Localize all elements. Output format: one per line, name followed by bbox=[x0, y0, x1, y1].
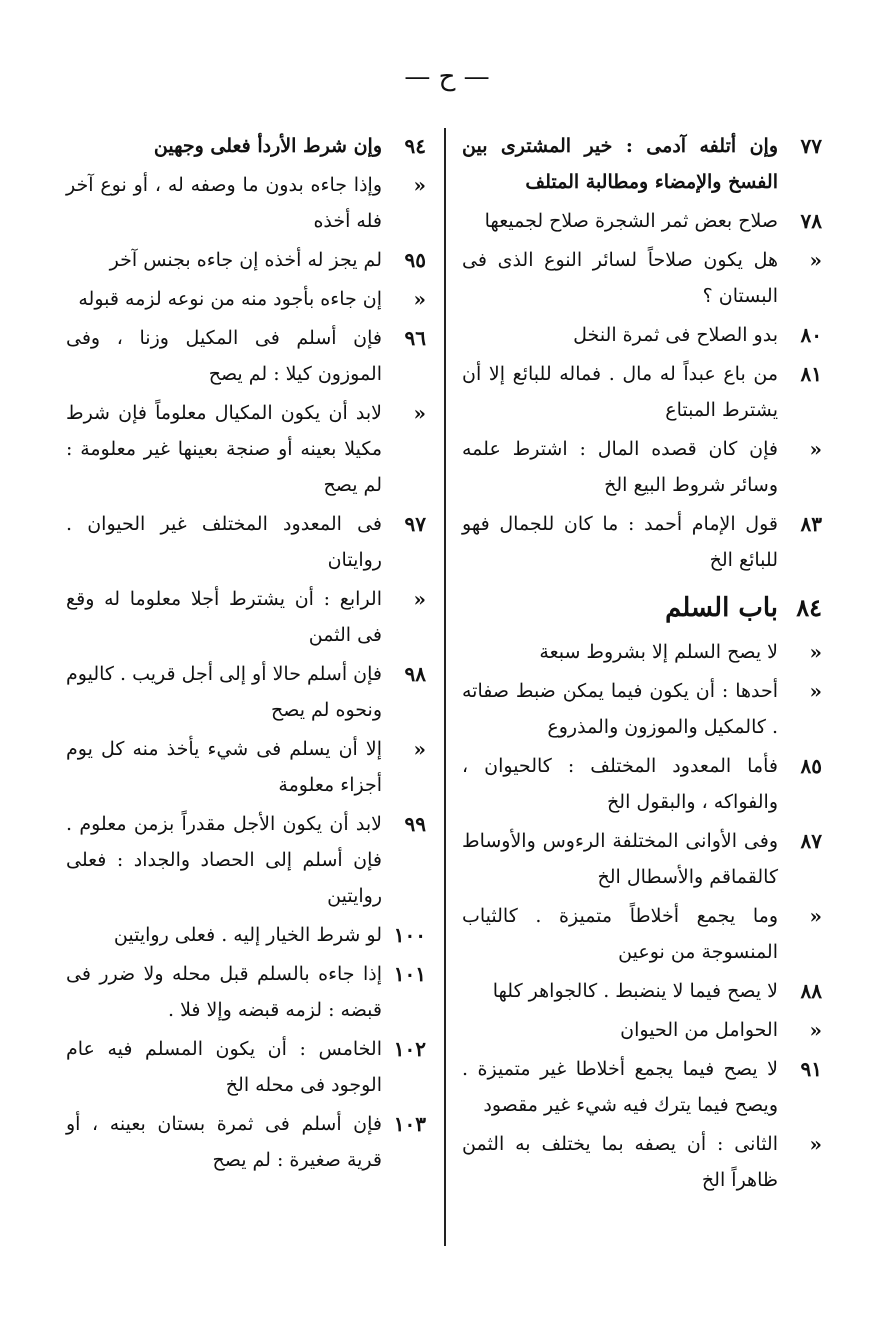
entry-page-number: « bbox=[809, 640, 822, 664]
entry-page-number: ٨٨ bbox=[800, 979, 822, 1003]
entry-page-number: ٧٧ bbox=[800, 134, 822, 158]
entry-page-number: « bbox=[809, 1132, 822, 1156]
index-entry bbox=[66, 1106, 426, 1178]
index-entry bbox=[66, 1031, 426, 1103]
index-entry bbox=[462, 506, 822, 578]
entry-text: هل يكون صلاحاً لسائر النوع الذى فى البستان ؟ bbox=[462, 249, 778, 307]
index-entry bbox=[462, 1126, 822, 1198]
index-entry bbox=[66, 731, 426, 803]
entry-text: فإن أسلم فى المكيل وزنا ، وفى الموزون كيلا : لم يصح bbox=[66, 327, 382, 385]
entry-text: وإن شرط الأردأ فعلى وجهين bbox=[153, 135, 382, 157]
entry-page-number: ١٠٣ bbox=[393, 1112, 426, 1136]
index-entry bbox=[462, 673, 822, 745]
index-column-right bbox=[462, 128, 822, 1201]
entry-text: من باع عبداً له مال . فماله للبائع إلا أن يشترط المبتاع bbox=[462, 363, 778, 421]
index-entry bbox=[462, 128, 822, 200]
index-entry bbox=[66, 956, 426, 1028]
entry-text: وإن أتلفه آدمى : خير المشترى بين الفسخ والإمضاء ومطالبة المتلف bbox=[462, 135, 778, 193]
entry-text: لا يصح فيما لا ينضبط . كالجواهر كلها bbox=[492, 980, 778, 1002]
entry-text: فإن أسلم حالا أو إلى أجل قريب . كاليوم ونحوه لم يصح bbox=[66, 663, 382, 721]
entry-text: إلا أن يسلم فى شيء يأخذ منه كل يوم أجزاء معلومة bbox=[66, 738, 382, 796]
entry-text: وفى الأوانى المختلفة الرءوس والأوساط كالقماقم والأسطال الخ bbox=[462, 830, 778, 888]
entry-page-number: ٩٤ bbox=[404, 134, 426, 158]
entry-text: صلاح بعض ثمر الشجرة صلاح لجميعها bbox=[484, 210, 778, 232]
index-entry bbox=[462, 317, 822, 353]
entry-text: الرابع : أن يشترط أجلا معلوما له وقع فى الثمن bbox=[66, 588, 382, 646]
entry-page-number: « bbox=[413, 287, 426, 311]
entry-page-number: ٨٠ bbox=[800, 323, 822, 347]
entry-text: فى المعدود المختلف غير الحيوان . روايتان bbox=[66, 513, 382, 571]
entry-page-number: « bbox=[809, 248, 822, 272]
entry-page-number: ٧٨ bbox=[800, 209, 822, 233]
entry-text: أحدها : أن يكون فيما يمكن ضبط صفاته . كالمكيل والموزون والمذروع bbox=[462, 680, 778, 738]
entry-text: وما يجمع أخلاطاً متميزة . كالثياب المنسوجة من نوعين bbox=[462, 905, 778, 963]
entry-page-number: « bbox=[809, 904, 822, 928]
index-entry bbox=[462, 1051, 822, 1123]
index-entry bbox=[462, 748, 822, 820]
entry-text: إن جاءه بأجود منه من نوعه لزمه قبوله bbox=[78, 288, 382, 310]
entry-page-number: « bbox=[413, 587, 426, 611]
index-entry bbox=[462, 1012, 822, 1048]
entry-text: بدو الصلاح فى ثمرة النخل bbox=[573, 324, 778, 346]
index-entry bbox=[66, 167, 426, 239]
entry-page-number: « bbox=[413, 173, 426, 197]
entry-text: لابد أن يكون الأجل مقدراً بزمن معلوم . فإن أسلم إلى الحصاد والجداد : فعلى روايتين bbox=[66, 813, 382, 907]
entry-text: فإن كان قصده المال : اشترط علمه وسائر شروط البيع الخ bbox=[462, 438, 778, 496]
entry-text: قول الإمام أحمد : ما كان للجمال فهو للبائع الخ bbox=[462, 513, 778, 571]
index-entry bbox=[66, 806, 426, 914]
index-entry bbox=[66, 242, 426, 278]
section-heading bbox=[462, 586, 822, 630]
entry-page-number: « bbox=[413, 737, 426, 761]
index-entry bbox=[462, 431, 822, 503]
entry-page-number: ٨٣ bbox=[800, 512, 822, 536]
entry-page-number: ٩٦ bbox=[404, 326, 426, 350]
entry-page-number: « bbox=[809, 679, 822, 703]
index-entry bbox=[462, 242, 822, 314]
entry-text: باب السلم bbox=[665, 593, 778, 623]
index-entry bbox=[462, 203, 822, 239]
index-entry bbox=[462, 898, 822, 970]
index-entry bbox=[66, 128, 426, 164]
index-entry bbox=[66, 917, 426, 953]
entry-page-number: ١٠١ bbox=[393, 962, 426, 986]
index-entry bbox=[66, 656, 426, 728]
column-divider bbox=[444, 128, 446, 1246]
index-entry bbox=[66, 281, 426, 317]
index-entry bbox=[462, 973, 822, 1009]
entry-page-number: « bbox=[809, 437, 822, 461]
entry-text: لم يجز له أخذه إن جاءه بجنس آخر bbox=[109, 249, 382, 271]
entry-page-number: ١٠٢ bbox=[393, 1037, 426, 1061]
entry-page-number: ٩٧ bbox=[404, 512, 426, 536]
index-entry bbox=[66, 506, 426, 578]
index-entry bbox=[66, 581, 426, 653]
entry-page-number: « bbox=[413, 401, 426, 425]
entry-text: لابد أن يكون المكيال معلوماً فإن شرط مكيلا بعينه أو صنجة بعينها غير معلومة : لم يصح bbox=[66, 402, 382, 496]
entry-text: الثانى : أن يصفه بما يختلف به الثمن ظاهراً الخ bbox=[462, 1133, 778, 1191]
index-column-left bbox=[66, 128, 426, 1181]
entry-text: لو شرط الخيار إليه . فعلى روايتين bbox=[113, 924, 382, 946]
entry-page-number: ٩١ bbox=[800, 1057, 822, 1081]
entry-text: إذا جاءه بالسلم قبل محله ولا ضرر فى قبضه : لزمه قبضه وإلا فلا . bbox=[66, 963, 382, 1021]
entry-page-number: « bbox=[809, 1018, 822, 1042]
entry-page-number: ٨١ bbox=[800, 362, 822, 386]
entry-text: الخامس : أن يكون المسلم فيه عام الوجود فى محله الخ bbox=[66, 1038, 382, 1096]
entry-page-number: ٩٥ bbox=[404, 248, 426, 272]
entry-page-number: ٨٥ bbox=[800, 754, 822, 778]
index-entry bbox=[462, 634, 822, 670]
page-marker: — ح — bbox=[404, 62, 490, 92]
index-entry bbox=[66, 395, 426, 503]
index-entry bbox=[462, 823, 822, 895]
entry-page-number: ١٠٠ bbox=[393, 923, 426, 947]
entry-text: لا يصح فيما يجمع أخلاطا غير متميزة . ويصح فيما يترك فيه شيء غير مقصود bbox=[462, 1058, 778, 1116]
entry-page-number: ٨٧ bbox=[800, 829, 822, 853]
entry-page-number: ٩٨ bbox=[404, 662, 426, 686]
entry-text: الحوامل من الحيوان bbox=[620, 1019, 778, 1041]
index-entry bbox=[462, 356, 822, 428]
entry-text: فأما المعدود المختلف : كالحيوان ، والفواكه ، والبقول الخ bbox=[462, 755, 778, 813]
entry-text: لا يصح السلم إلا بشروط سبعة bbox=[539, 641, 778, 663]
entry-page-number: ٩٩ bbox=[404, 812, 426, 836]
index-entry bbox=[66, 320, 426, 392]
entry-page-number: ٨٤ bbox=[796, 593, 822, 622]
entry-text: فإن أسلم فى ثمرة بستان بعينه ، أو قرية صغيرة : لم يصح bbox=[66, 1113, 382, 1171]
entry-text: وإذا جاءه بدون ما وصفه له ، أو نوع آخر فله أخذه bbox=[66, 174, 382, 232]
